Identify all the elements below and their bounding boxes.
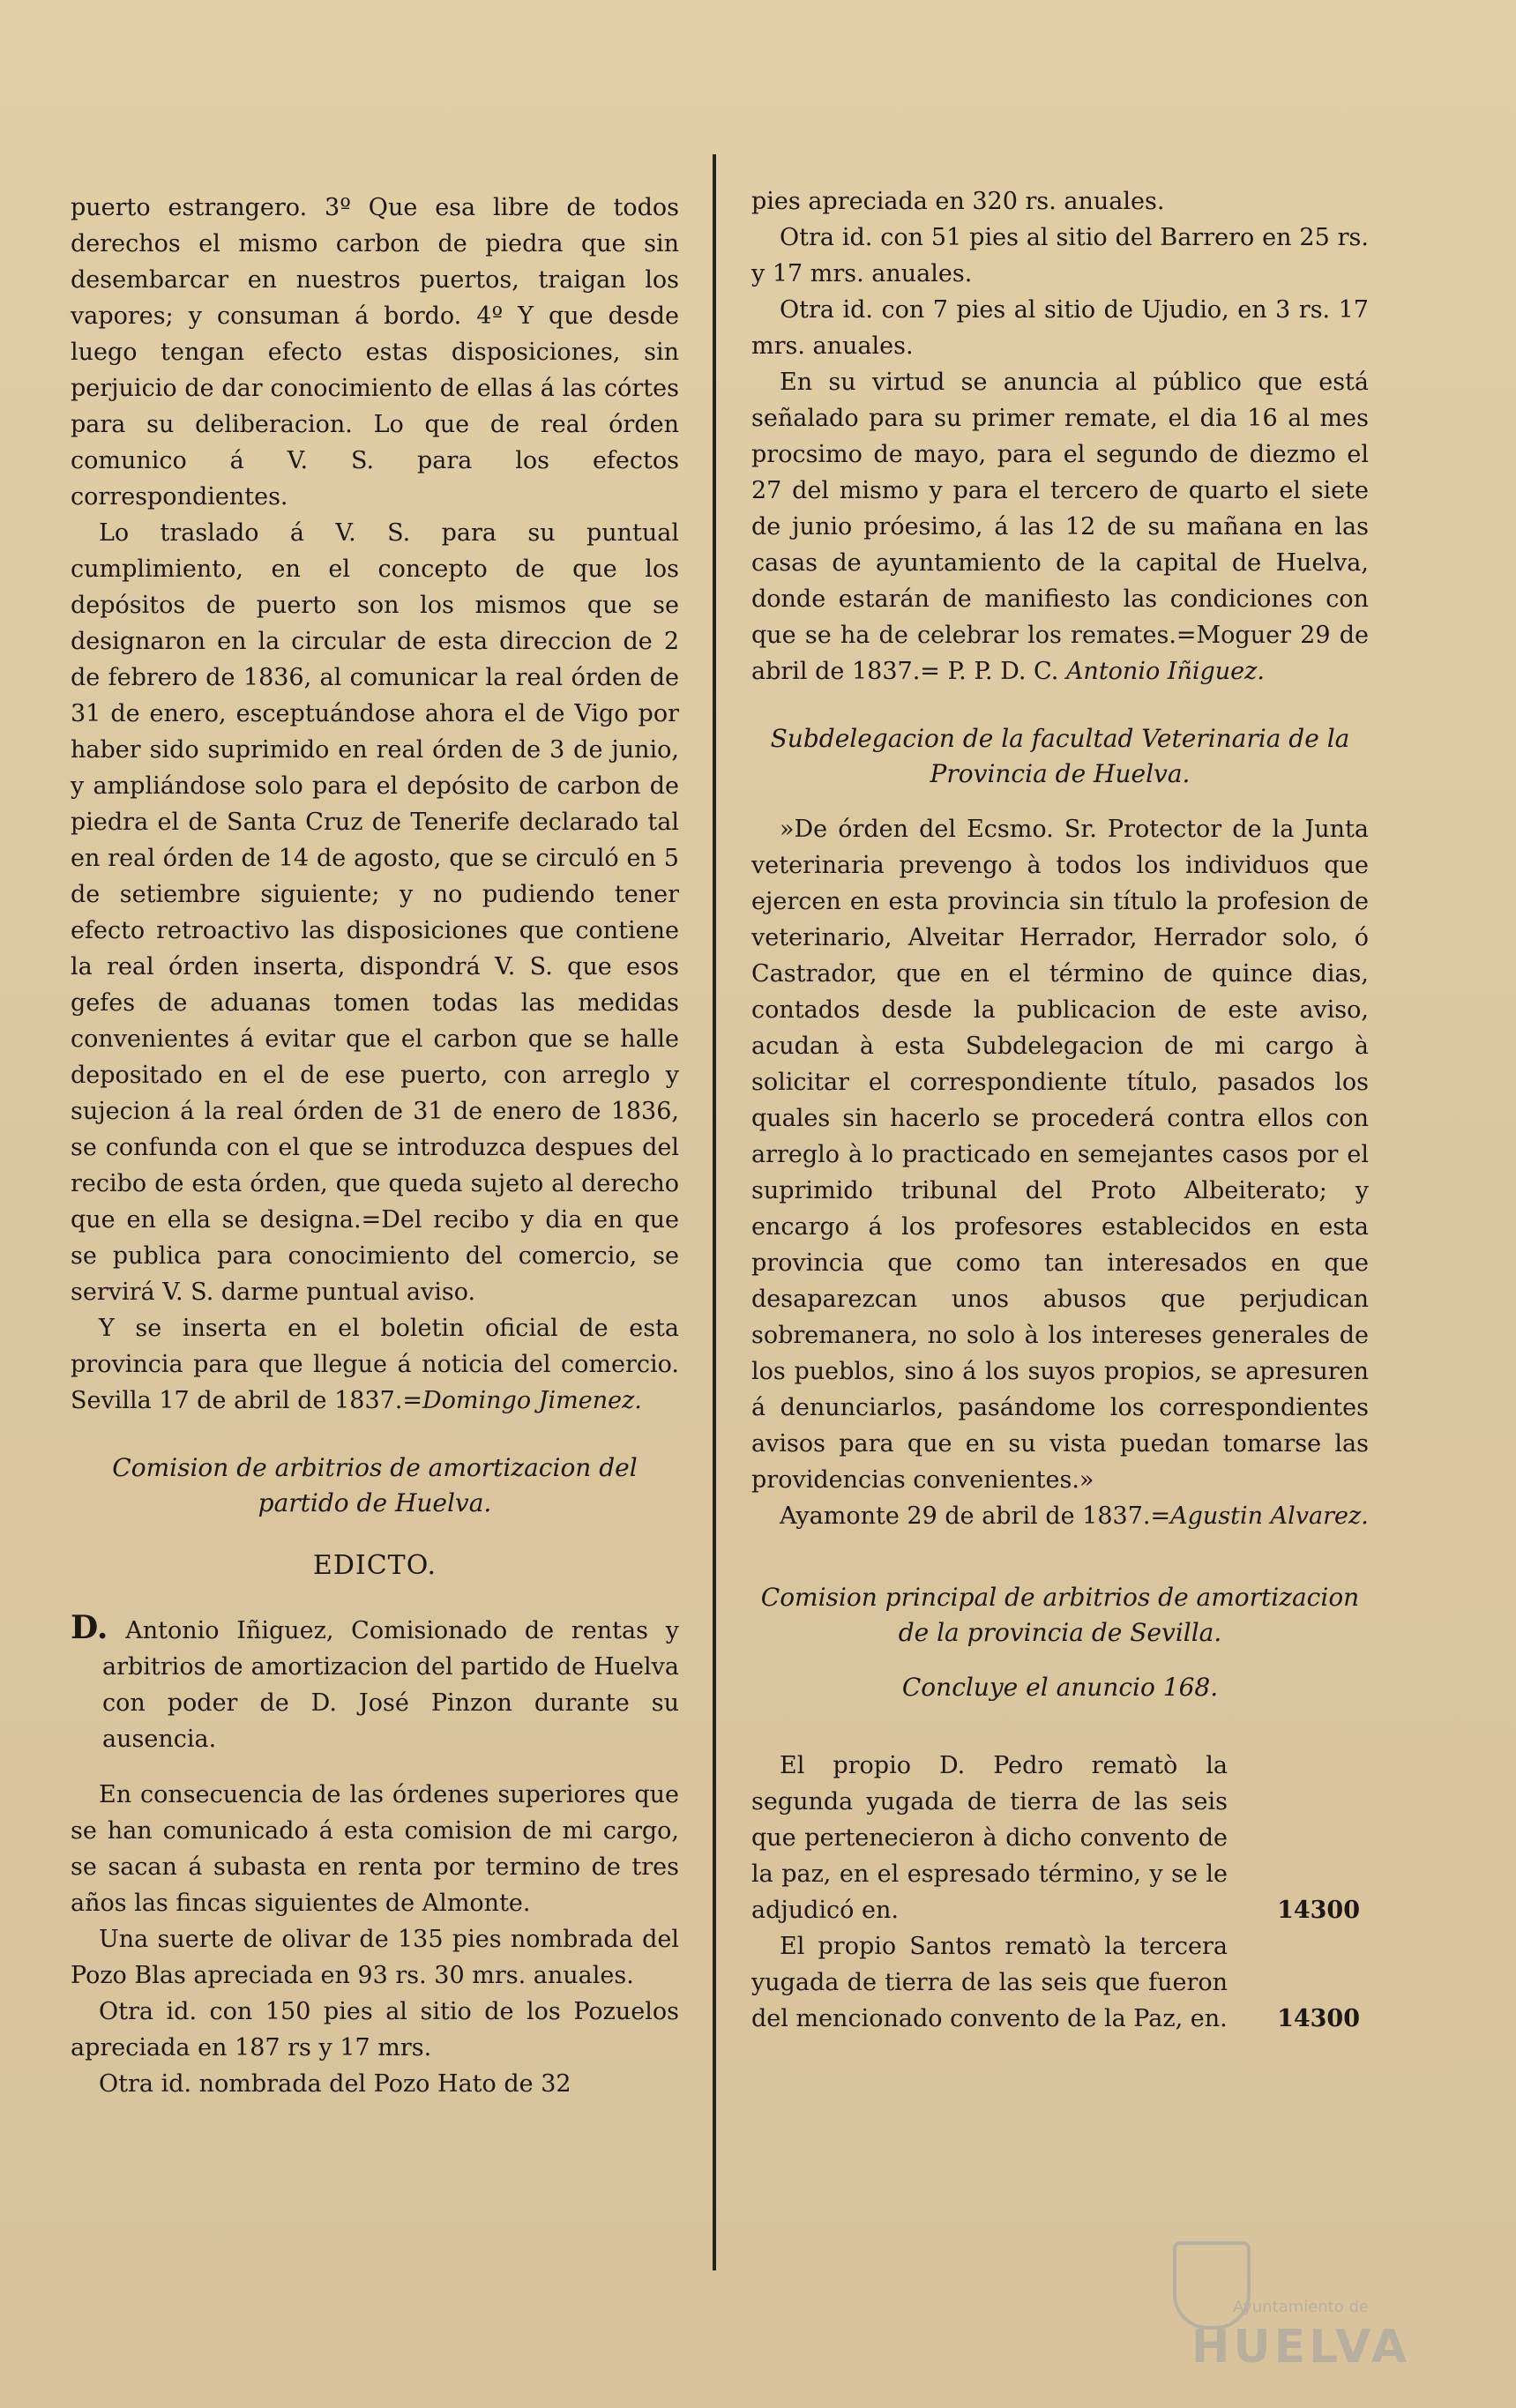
archive-watermark — [1151, 2240, 1451, 2372]
paragraph: En consecuencia de las órdenes superiores que se han comunicado á esta comision de mi cargo, se sacan á subasta en renta por termino de tres años las fincas siguientes de Almonte. — [71, 1781, 679, 1917]
signature: Antonio Iñiguez. — [1065, 658, 1265, 685]
paragraph — [71, 1610, 679, 1757]
paragraph: »De órden del Ecsmo. Sr. Protector de la Junta veterinaria prevengo à todos los individuos que ejercen en esta provincia sin título la profesion de veterinario, Alveitar Herrador, Herrador solo, ó Castrador, que en el término de quince dias, contados desde la publicacion de este aviso, acudan à esta Subdelegacion de mi cargo à solicitar el correspondiente título, pasados los quales sin hacerlo se procederá contra ellos con arreglo à lo practicado en semejantes casos por el suprimido tribunal del Proto Albeiterato; y encargo á los profesores establecidos en esta provincia que como tan interesados en que desaparezcan unos abusos que perjudican sobremanera, no solo à los intereses generales de los pueblos, sino á los suyos propios, se apresuren á denunciarlos, pasándome los correspondientes avisos para que en su vista puedan tomarse las providencias convenientes.» — [751, 816, 1369, 1494]
paragraph: Lo traslado á V. S. para su puntual cumplimiento, en el concepto de que los depósitos de puerto son los mismos que se designaron en la circular de esta direccion de 2 de febrero de 1836, al comunicar la real órden de 31 de enero, esceptuándose ahora el de Vigo por haber sido suprimido en real órden de 3 de junio, y ampliándose solo para el depósito de carbon de piedra el de Santa Cruz de Tenerife declarado tal en real órden de 14 de agosto, que se circuló en 5 de setiembre siguiente; y no pudiendo tener efecto retroactivo las disposiciones que contiene la real órden inserta, dispondrá V. S. que esos gefes de aduanas tomen todas las medidas convenientes á evitar que el carbon que se halle depositado en el de ese puerto, con arreglo y sujecion á la real órden de 31 de enero de 1836, se confunda con el que se introduzca despues del recibo de esta órden, que queda sujeto al derecho que en ella se designa.=Del recibo y dia en que se publica para conocimiento del comercio, se servirá V. S. darme puntual aviso. — [71, 519, 679, 1306]
section-heading: Comision principal de arbitrios de amortizacion de la provincia de Sevilla. — [760, 1583, 1360, 1647]
paragraph-text: Antonio Iñiguez, Comisionado de rentas y arbitrios de amortizacion del partido de Huelva con poder de D. José Pinzon durante su ausencia. — [102, 1617, 679, 1753]
paragraph: pies apreciada en 320 rs. anuales. — [751, 188, 1165, 215]
paragraph-text: Ayamonte 29 de abril de 1837.= — [780, 1502, 1171, 1530]
paragraph: Otra id. con 7 pies al sitio de Ujudio, en 3 rs. 17 mrs. anuales. — [751, 296, 1369, 360]
signature: Domingo Jimenez. — [422, 1387, 642, 1414]
paragraph: Otra id. con 51 pies al sitio del Barrero en 25 rs. y 17 mrs. anuales. — [751, 224, 1369, 287]
auction-entry — [751, 1748, 1369, 1928]
entry-text: El propio D. Pedro rematò la segunda yugada de tierra de las seis que pertenecieron à dicho convento de la paz, en el espresado término, y se le adjudicó en. — [751, 1752, 1228, 1924]
section-heading: Subdelegacion de la facultad Veterinaria de la Provincia de Huelva. — [770, 724, 1350, 788]
auction-entry — [751, 1928, 1369, 2037]
right-column — [751, 183, 1369, 2037]
watermark-caption: Ayuntamiento de — [1233, 2298, 1369, 2316]
entry-amount: 14300 — [1277, 1897, 1360, 1924]
coat-of-arms-icon — [1173, 2241, 1251, 2330]
left-column — [71, 190, 679, 2102]
paragraph-text: Y se inserta en el boletin oficial de esta provincia para que llegue á noticia del comercio. Sevilla 17 de abril de 1837.= — [71, 1315, 679, 1414]
drop-cap: D. — [71, 1609, 108, 1646]
paragraph: Una suerte de olivar de 135 pies nombrada del Pozo Blas apreciada en 93 rs. 30 mrs. anuales. — [71, 1926, 679, 1989]
section-heading: Comision de arbitrios de amortizacion del partido de Huelva. — [112, 1453, 638, 1517]
paragraph — [751, 364, 1369, 690]
signature: Agustin Alvarez. — [1170, 1502, 1369, 1530]
watermark-title: HUELVA — [1191, 2321, 1411, 2374]
paragraph — [71, 1310, 679, 1419]
section-heading: Concluye el anuncio 168. — [901, 1673, 1219, 1702]
paragraph: Otra id. nombrada del Pozo Hato de 32 — [99, 2070, 571, 2098]
column-divider — [713, 154, 716, 2270]
paragraph-text: En su virtud se anuncia al público que está señalado para su primer remate, el dia 16 al mes procsimo de mayo, para el segundo de diezmo el 27 del mismo y para el tercero de quarto el siete de junio próesimo, á las 12 de su mañana en las casas de ayuntamiento de la capital de Huelva, donde estarán de manifiesto las condiciones con que se ha de celebrar los remates.=Moguer 29 de abril de 1837.= P. P. D. C. — [751, 369, 1369, 685]
entry-text: El propio Santos rematò la tercera yugada de tierra de las seis que fueron del mencionado convento de la Paz, en. — [751, 1933, 1228, 2032]
paragraph: Otra id. con 150 pies al sitio de los Pozuelos apreciada en 187 rs y 17 mrs. — [71, 1998, 679, 2061]
edict-title: EDICTO. — [312, 1550, 437, 1581]
paragraph — [751, 1498, 1369, 1534]
entry-amount: 14300 — [1277, 2005, 1360, 2032]
paragraph: puerto estrangero. 3º Que esa libre de todos derechos el mismo carbon de piedra que sin desembarcar en nuestros puertos, traigan los vapores; y consuman á bordo. 4º Y que desde luego tengan efecto estas disposiciones, sin perjuicio de dar conocimiento de ellas á las córtes para su deliberacion. Lo que de real órden comunico á V. S. para los efectos correspondientes. — [71, 194, 679, 511]
